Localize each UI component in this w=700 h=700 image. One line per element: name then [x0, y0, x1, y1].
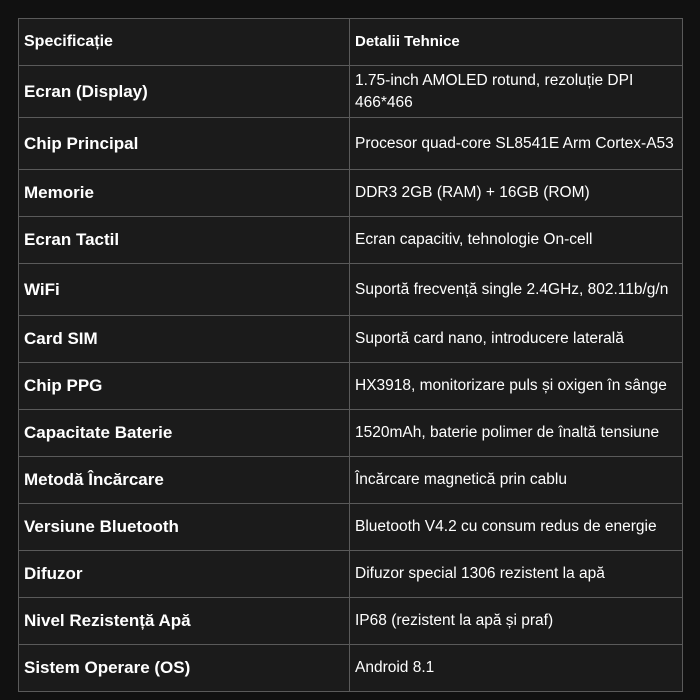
spec-label: Chip Principal	[19, 118, 350, 170]
spec-value: Suportă frecvență single 2.4GHz, 802.11b/g/n	[350, 264, 683, 316]
spec-label: Metodă Încărcare	[19, 457, 350, 504]
spec-label: WiFi	[19, 264, 350, 316]
header-spec: Specificație	[19, 19, 350, 66]
spec-value: Ecran capacitiv, tehnologie On-cell	[350, 217, 683, 264]
table-row	[19, 316, 683, 363]
spec-label: Chip PPG	[19, 363, 350, 410]
table-row	[19, 170, 683, 217]
table-row	[19, 551, 683, 598]
spec-label: Difuzor	[19, 551, 350, 598]
table-row	[19, 504, 683, 551]
table-row	[19, 598, 683, 645]
table-row	[19, 264, 683, 316]
spec-value: IP68 (rezistent la apă și praf)	[350, 598, 683, 645]
spec-label: Card SIM	[19, 316, 350, 363]
spec-label: Ecran Tactil	[19, 217, 350, 264]
spec-table	[18, 18, 683, 692]
spec-label: Memorie	[19, 170, 350, 217]
spec-label: Capacitate Baterie	[19, 410, 350, 457]
table-row	[19, 363, 683, 410]
spec-value: Android 8.1	[350, 645, 683, 692]
spec-label: Versiune Bluetooth	[19, 504, 350, 551]
spec-label: Ecran (Display)	[19, 66, 350, 118]
table-row	[19, 457, 683, 504]
spec-value: Încărcare magnetică prin cablu	[350, 457, 683, 504]
spec-value: DDR3 2GB (RAM) + 16GB (ROM)	[350, 170, 683, 217]
spec-value: Suportă card nano, introducere laterală	[350, 316, 683, 363]
table-header-row	[19, 19, 683, 66]
table-row	[19, 410, 683, 457]
header-details: Detalii Tehnice	[350, 19, 683, 66]
spec-value: Procesor quad-core SL8541E Arm Cortex-A53	[350, 118, 683, 170]
table-row	[19, 118, 683, 170]
table-row	[19, 66, 683, 118]
spec-value: Bluetooth V4.2 cu consum redus de energie	[350, 504, 683, 551]
spec-label: Nivel Rezistență Apă	[19, 598, 350, 645]
spec-value: HX3918, monitorizare puls și oxigen în sânge	[350, 363, 683, 410]
spec-value: 1.75-inch AMOLED rotund, rezoluție DPI 466*466	[350, 66, 683, 118]
table-row	[19, 217, 683, 264]
spec-value: Difuzor special 1306 rezistent la apă	[350, 551, 683, 598]
spec-label: Sistem Operare (OS)	[19, 645, 350, 692]
table-row	[19, 645, 683, 692]
spec-value: 1520mAh, baterie polimer de înaltă tensiune	[350, 410, 683, 457]
